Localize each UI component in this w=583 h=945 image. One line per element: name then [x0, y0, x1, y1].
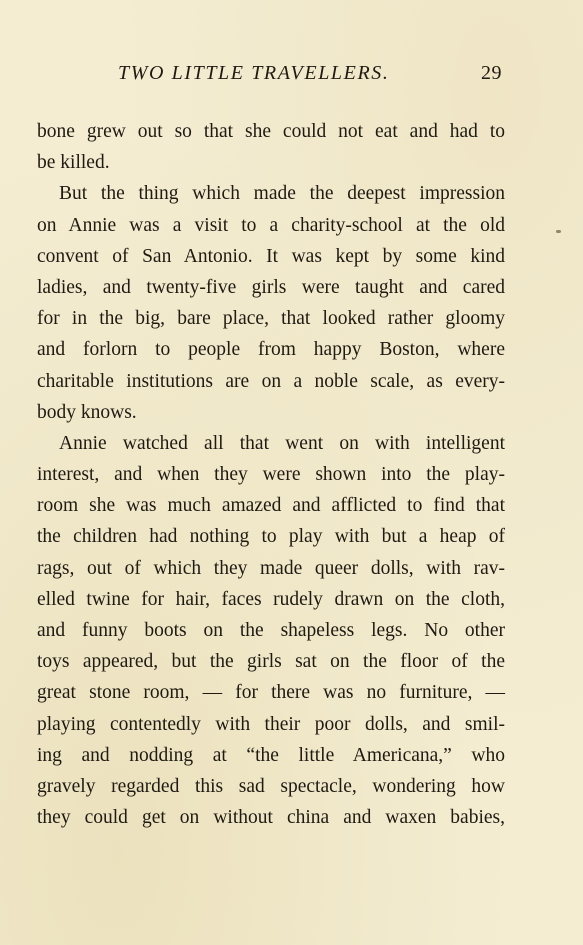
body-text	[37, 116, 505, 833]
text-line: elled twine for hair, faces rudely drawn on the cloth,	[37, 588, 505, 610]
text-line: interest, and when they were shown into the play-	[37, 464, 505, 486]
text-line: they could get on without china and waxen babies,	[37, 807, 505, 829]
text-line: charitable institutions are on a noble scale, as every-	[37, 370, 505, 392]
text-line: toys appeared, but the girls sat on the floor of the	[37, 651, 505, 673]
text-line: and forlorn to people from happy Boston, where	[37, 339, 505, 361]
text-line: gravely regarded this sad spectacle, wondering how	[37, 775, 505, 797]
running-head-title: TWO LITTLE TRAVELLERS.	[118, 62, 390, 84]
paragraph-start-line: But the thing which made the deepest impression	[59, 183, 505, 205]
text-line: playing contentedly with their poor dolls, and smil-	[37, 713, 505, 735]
text-line: body knows.	[37, 401, 137, 423]
paper-speck	[556, 230, 561, 233]
paragraph-start-line: Annie watched all that went on with intelligent	[59, 432, 505, 454]
text-line: great stone room, — for there was no furniture, —	[37, 682, 505, 704]
text-line: rags, out of which they made queer dolls, with rav-	[37, 557, 505, 579]
text-line: convent of San Antonio. It was kept by some kind	[37, 245, 505, 267]
text-line: for in the big, bare place, that looked rather gloomy	[37, 308, 505, 330]
text-line: ing and nodding at “the little Americana,” who	[37, 744, 505, 766]
page-number: 29	[481, 62, 502, 84]
text-line: and funny boots on the shapeless legs. No other	[37, 620, 505, 641]
text-line: on Annie was a visit to a charity-school at the old	[37, 214, 505, 236]
text-line: ladies, and twenty-five girls were taught and cared	[37, 276, 505, 298]
text-line: be killed.	[37, 152, 110, 174]
text-line: the children had nothing to play with but a heap of	[37, 526, 505, 548]
text-line: bone grew out so that she could not eat and had to	[37, 121, 505, 142]
text-line: room she was much amazed and afflicted to find that	[37, 495, 505, 517]
